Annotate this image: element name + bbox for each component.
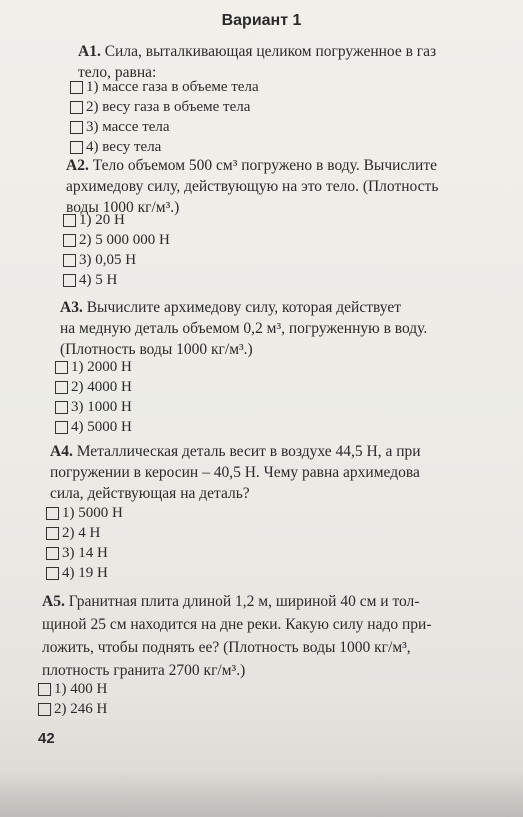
options-a3 <box>55 357 132 437</box>
checkbox[interactable] <box>38 703 51 716</box>
question-text-line: щиной 25 см находится на дне реки. Какую силу надо при- <box>42 616 432 633</box>
answer-option[interactable] <box>55 397 132 417</box>
question-text-line: Металлическая деталь весит в воздухе 44,5 Н, а при <box>76 443 421 460</box>
checkbox[interactable] <box>55 401 68 414</box>
option-label: 1) массе газа в объеме тела <box>86 79 259 95</box>
page-shadow <box>0 770 523 817</box>
question-number: А4. <box>50 443 73 460</box>
question-a2 <box>66 155 438 218</box>
checkbox[interactable] <box>63 254 76 267</box>
option-label: 2) 4 Н <box>62 525 101 541</box>
checkbox[interactable] <box>46 547 59 560</box>
question-text-line: (Плотность воды 1000 кг/м³.) <box>60 341 253 358</box>
answer-option[interactable] <box>63 270 170 290</box>
answer-option[interactable] <box>63 230 170 250</box>
checkbox[interactable] <box>63 274 76 287</box>
option-label: 4) 19 Н <box>62 565 108 581</box>
option-label: 4) 5 Н <box>79 272 118 288</box>
answer-option[interactable] <box>46 543 123 563</box>
option-label: 3) 0,05 Н <box>79 252 137 268</box>
checkbox[interactable] <box>55 421 68 434</box>
options-a4 <box>46 503 123 583</box>
question-number: А1. <box>78 43 101 60</box>
option-label: 4) весу тела <box>86 139 162 155</box>
checkbox[interactable] <box>46 567 59 580</box>
option-label: 1) 400 Н <box>54 681 108 697</box>
option-label: 3) массе тела <box>86 119 170 135</box>
question-a5 <box>42 590 432 682</box>
answer-option[interactable] <box>38 699 107 719</box>
option-label: 3) 1000 Н <box>71 399 132 415</box>
option-label: 3) 14 Н <box>62 545 108 561</box>
answer-option[interactable] <box>55 377 132 397</box>
answer-option[interactable] <box>70 117 259 137</box>
answer-option[interactable] <box>63 210 170 230</box>
question-number: А3. <box>60 299 83 316</box>
answer-option[interactable] <box>38 679 107 699</box>
answer-option[interactable] <box>46 503 123 523</box>
option-label: 1) 20 Н <box>79 212 125 228</box>
page-title: Вариант 1 <box>221 12 302 29</box>
answer-option[interactable] <box>63 250 170 270</box>
options-a5 <box>38 679 107 719</box>
answer-option[interactable] <box>46 523 123 543</box>
checkbox[interactable] <box>63 234 76 247</box>
checkbox[interactable] <box>63 214 76 227</box>
question-a4 <box>50 441 421 504</box>
options-a1 <box>70 77 259 157</box>
question-text-line: сила, действующая на деталь? <box>50 485 250 502</box>
question-text-line: плотность гранита 2700 кг/м³.) <box>42 662 246 679</box>
answer-option[interactable] <box>70 97 259 117</box>
question-text-line: Тело объемом 500 см³ погружено в воду. Вычислите <box>92 157 437 174</box>
question-number: А5. <box>42 593 65 610</box>
question-text-line: архимедову силу, действующую на это тело. (Плотность <box>66 178 439 195</box>
question-text-line: воды 1000 кг/м³.) <box>66 199 180 216</box>
option-label: 2) 5 000 000 Н <box>79 232 170 248</box>
question-text-line: погружении в керосин – 40,5 Н. Чему равна архимедова <box>50 464 420 481</box>
option-label: 4) 5000 Н <box>71 419 132 435</box>
option-label: 2) 246 Н <box>54 701 108 717</box>
answer-option[interactable] <box>55 357 132 377</box>
checkbox[interactable] <box>38 683 51 696</box>
question-number: А2. <box>66 157 89 174</box>
option-label: 1) 2000 Н <box>71 359 132 375</box>
question-text-line: ложить, чтобы поднять ее? (Плотность воды 1000 кг/м³, <box>42 639 411 656</box>
checkbox[interactable] <box>70 81 83 94</box>
option-label: 2) весу газа в объеме тела <box>86 99 251 115</box>
question-a3 <box>60 297 427 360</box>
question-text-line: тело, равна: <box>78 64 157 81</box>
answer-option[interactable] <box>70 137 259 157</box>
option-label: 1) 5000 Н <box>62 505 123 521</box>
question-text-line: Сила, выталкивающая целиком погруженное в газ <box>104 43 437 60</box>
page-number: 42 <box>38 730 55 747</box>
option-label: 2) 4000 Н <box>71 379 132 395</box>
checkbox[interactable] <box>70 121 83 134</box>
question-text-line: Вычислите архимедову силу, которая действует <box>86 299 401 316</box>
checkbox[interactable] <box>46 527 59 540</box>
question-text-line: Гранитная плита длиной 1,2 м, шириной 40 см и тол- <box>68 593 420 610</box>
checkbox[interactable] <box>70 141 83 154</box>
checkbox[interactable] <box>70 101 83 114</box>
checkbox[interactable] <box>46 507 59 520</box>
answer-option[interactable] <box>46 563 123 583</box>
checkbox[interactable] <box>55 381 68 394</box>
answer-option[interactable] <box>55 417 132 437</box>
question-text-line: на медную деталь объемом 0,2 м³, погруженную в воду. <box>60 320 428 337</box>
checkbox[interactable] <box>55 361 68 374</box>
options-a2 <box>63 210 170 290</box>
answer-option[interactable] <box>70 77 259 97</box>
